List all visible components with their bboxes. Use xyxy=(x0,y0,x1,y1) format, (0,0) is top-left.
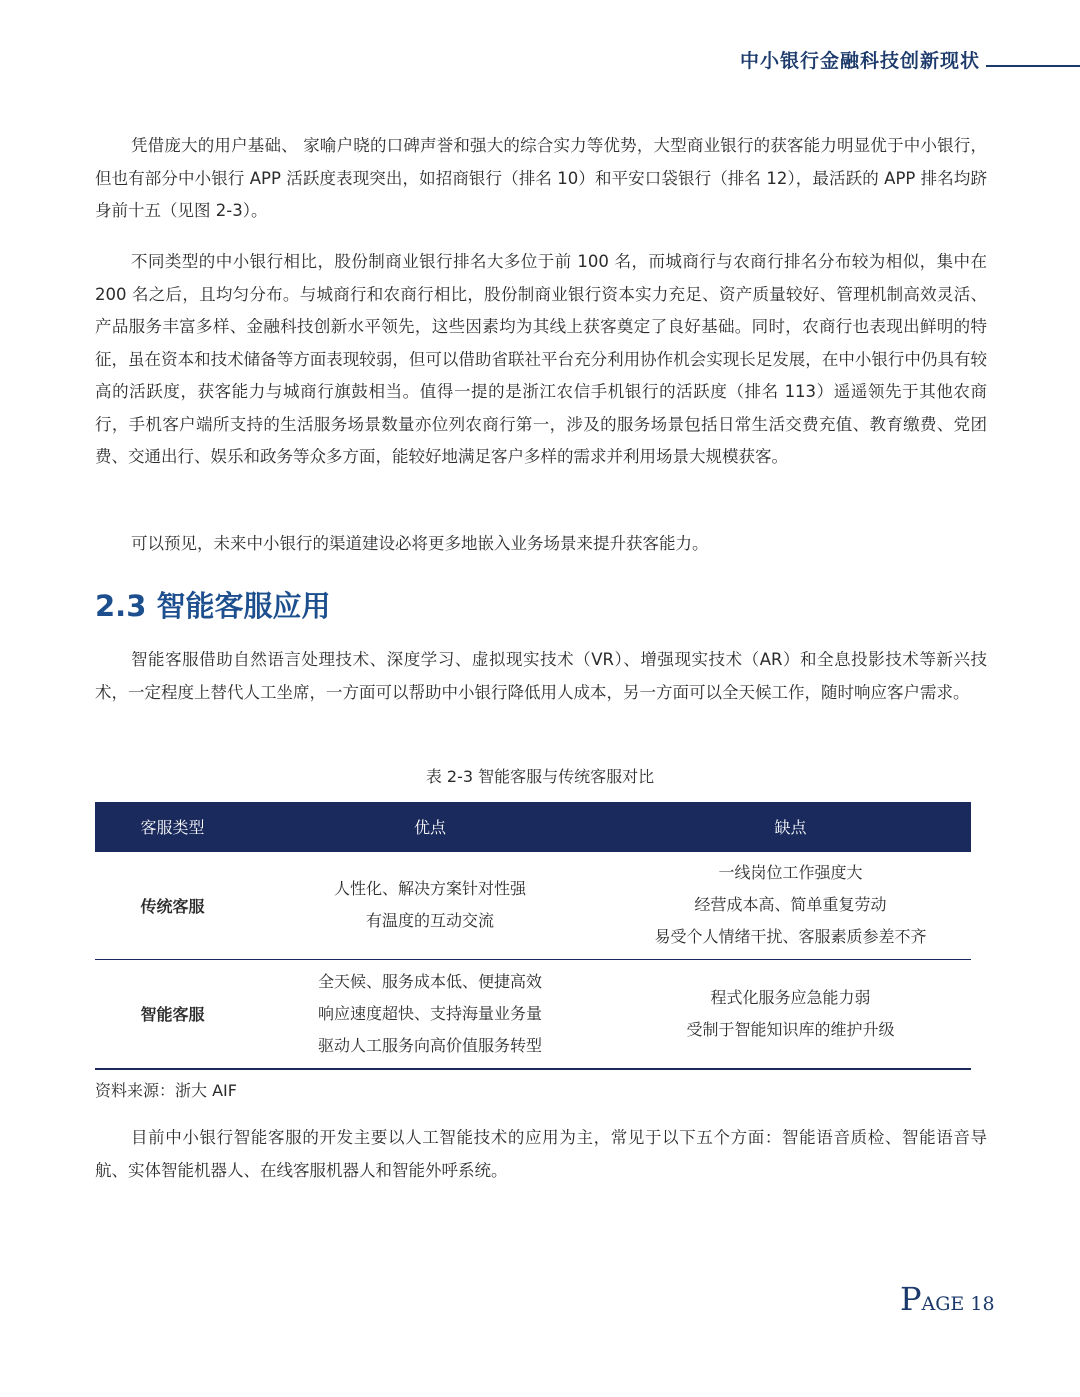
header-cell-pros: 优点 xyxy=(250,802,610,851)
header-cell-type: 客服类型 xyxy=(95,802,250,851)
table-header-row xyxy=(95,802,971,851)
cons-item: 受制于智能知识库的维护升级 xyxy=(686,1019,895,1039)
table-row xyxy=(95,959,971,1069)
comparison-table xyxy=(95,802,971,1070)
pros-item: 响应速度超快、支持海量业务量 xyxy=(317,1003,542,1023)
header-cell-cons: 缺点 xyxy=(610,802,971,851)
page-number xyxy=(900,1280,995,1318)
row-cons-cell xyxy=(610,959,971,1069)
pros-item: 全天候、服务成本低、便捷高效 xyxy=(317,971,542,991)
body-paragraph: 智能客服借助自然语言处理技术、深度学习、虚拟现实技术（VR）、增强现实技术（AR）和全息投影技术等新兴技术，一定程度上替代人工坐席，一方面可以帮助中小银行降低用人成本，另一方面可以全天候工作，随时响应客户需求。 xyxy=(95,650,987,702)
page-number-value: 18 xyxy=(970,1293,995,1315)
running-header-title: 中小银行金融科技创新现状 xyxy=(739,50,980,72)
cons-item: 一线岗位工作强度大 xyxy=(718,863,863,883)
pros-item: 驱动人工服务向高价值服务转型 xyxy=(317,1035,542,1055)
row-pros-cell xyxy=(250,851,610,959)
pros-item: 有温度的互动交流 xyxy=(365,911,494,931)
page-label-rest: AGE xyxy=(921,1293,965,1315)
row-type-cell: 智能客服 xyxy=(140,1005,205,1025)
pros-item: 人性化、解决方案针对性强 xyxy=(333,879,526,899)
table-caption: 表 2-3 智能客服与传统客服对比 xyxy=(425,767,655,786)
body-paragraph: 可以预见，未来中小银行的渠道建设必将更多地嵌入业务场景来提升获客能力。 xyxy=(131,534,709,553)
body-paragraph: 不同类型的中小银行相比，股份制商业银行排名大多位于前 100 名，而城商行与农商行排名分布较为相似，集中在 200 名之后，且均匀分布。与城商行和农商行相比，股份制商业银行资本实力充足、资产质量较好、管理机制高效灵活、产品服务丰富多样、金融科技创新水平领先，这些因素均为其线上获客奠定了良好基础。同时，农商行也表现出鲜明的特征，虽在资本和技术储备等方面表现较弱，但可以借助省联社平台充分利用协作机会实现长足发展，在中小银行中仍具有较高的活跃度，获客能力与城商行旗鼓相当。值得一提的是浙江农信手机银行的活跃度（排名 113）遥遥领先于其他农商行，手机客户端所支持的生活服务场景数量亦位列农商行第一，涉及的服务场景包括日常生活交费充值、教育缴费、党团费、交通出行、娱乐和政务等众多方面，能较好地满足客户多样的需求并利用场景大规模获客。 xyxy=(95,252,987,466)
header-rule xyxy=(986,65,1080,67)
page-label-initial: P xyxy=(900,1280,922,1318)
body-paragraph: 目前中小银行智能客服的开发主要以人工智能技术的应用为主，常见于以下五个方面：智能语音质检、智能语音导航、实体智能机器人、在线客服机器人和智能外呼系统。 xyxy=(95,1128,987,1180)
section-heading: 2.3 智能客服应用 xyxy=(95,589,331,623)
row-pros-cell xyxy=(250,959,610,1069)
cons-item: 经营成本高、简单重复劳动 xyxy=(694,895,887,915)
row-cons-cell xyxy=(610,851,971,959)
row-type-cell: 传统客服 xyxy=(140,896,205,916)
table-row xyxy=(95,851,971,959)
cons-item: 程式化服务应急能力弱 xyxy=(710,987,871,1007)
cons-item: 易受个人情绪干扰、客服素质参差不齐 xyxy=(654,927,927,947)
body-paragraph: 凭借庞大的用户基础、 家喻户晓的口碑声誉和强大的综合实力等优势，大型商业银行的获客能力明显优于中小银行，但也有部分中小银行 APP 活跃度表现突出，如招商银行（排名 10）和平安口袋银行（排名 12），最活跃的 APP 排名均跻身前十五（见图 2-3）。 xyxy=(95,136,987,220)
table-source-note: 资料来源：浙大 AIF xyxy=(95,1081,237,1100)
